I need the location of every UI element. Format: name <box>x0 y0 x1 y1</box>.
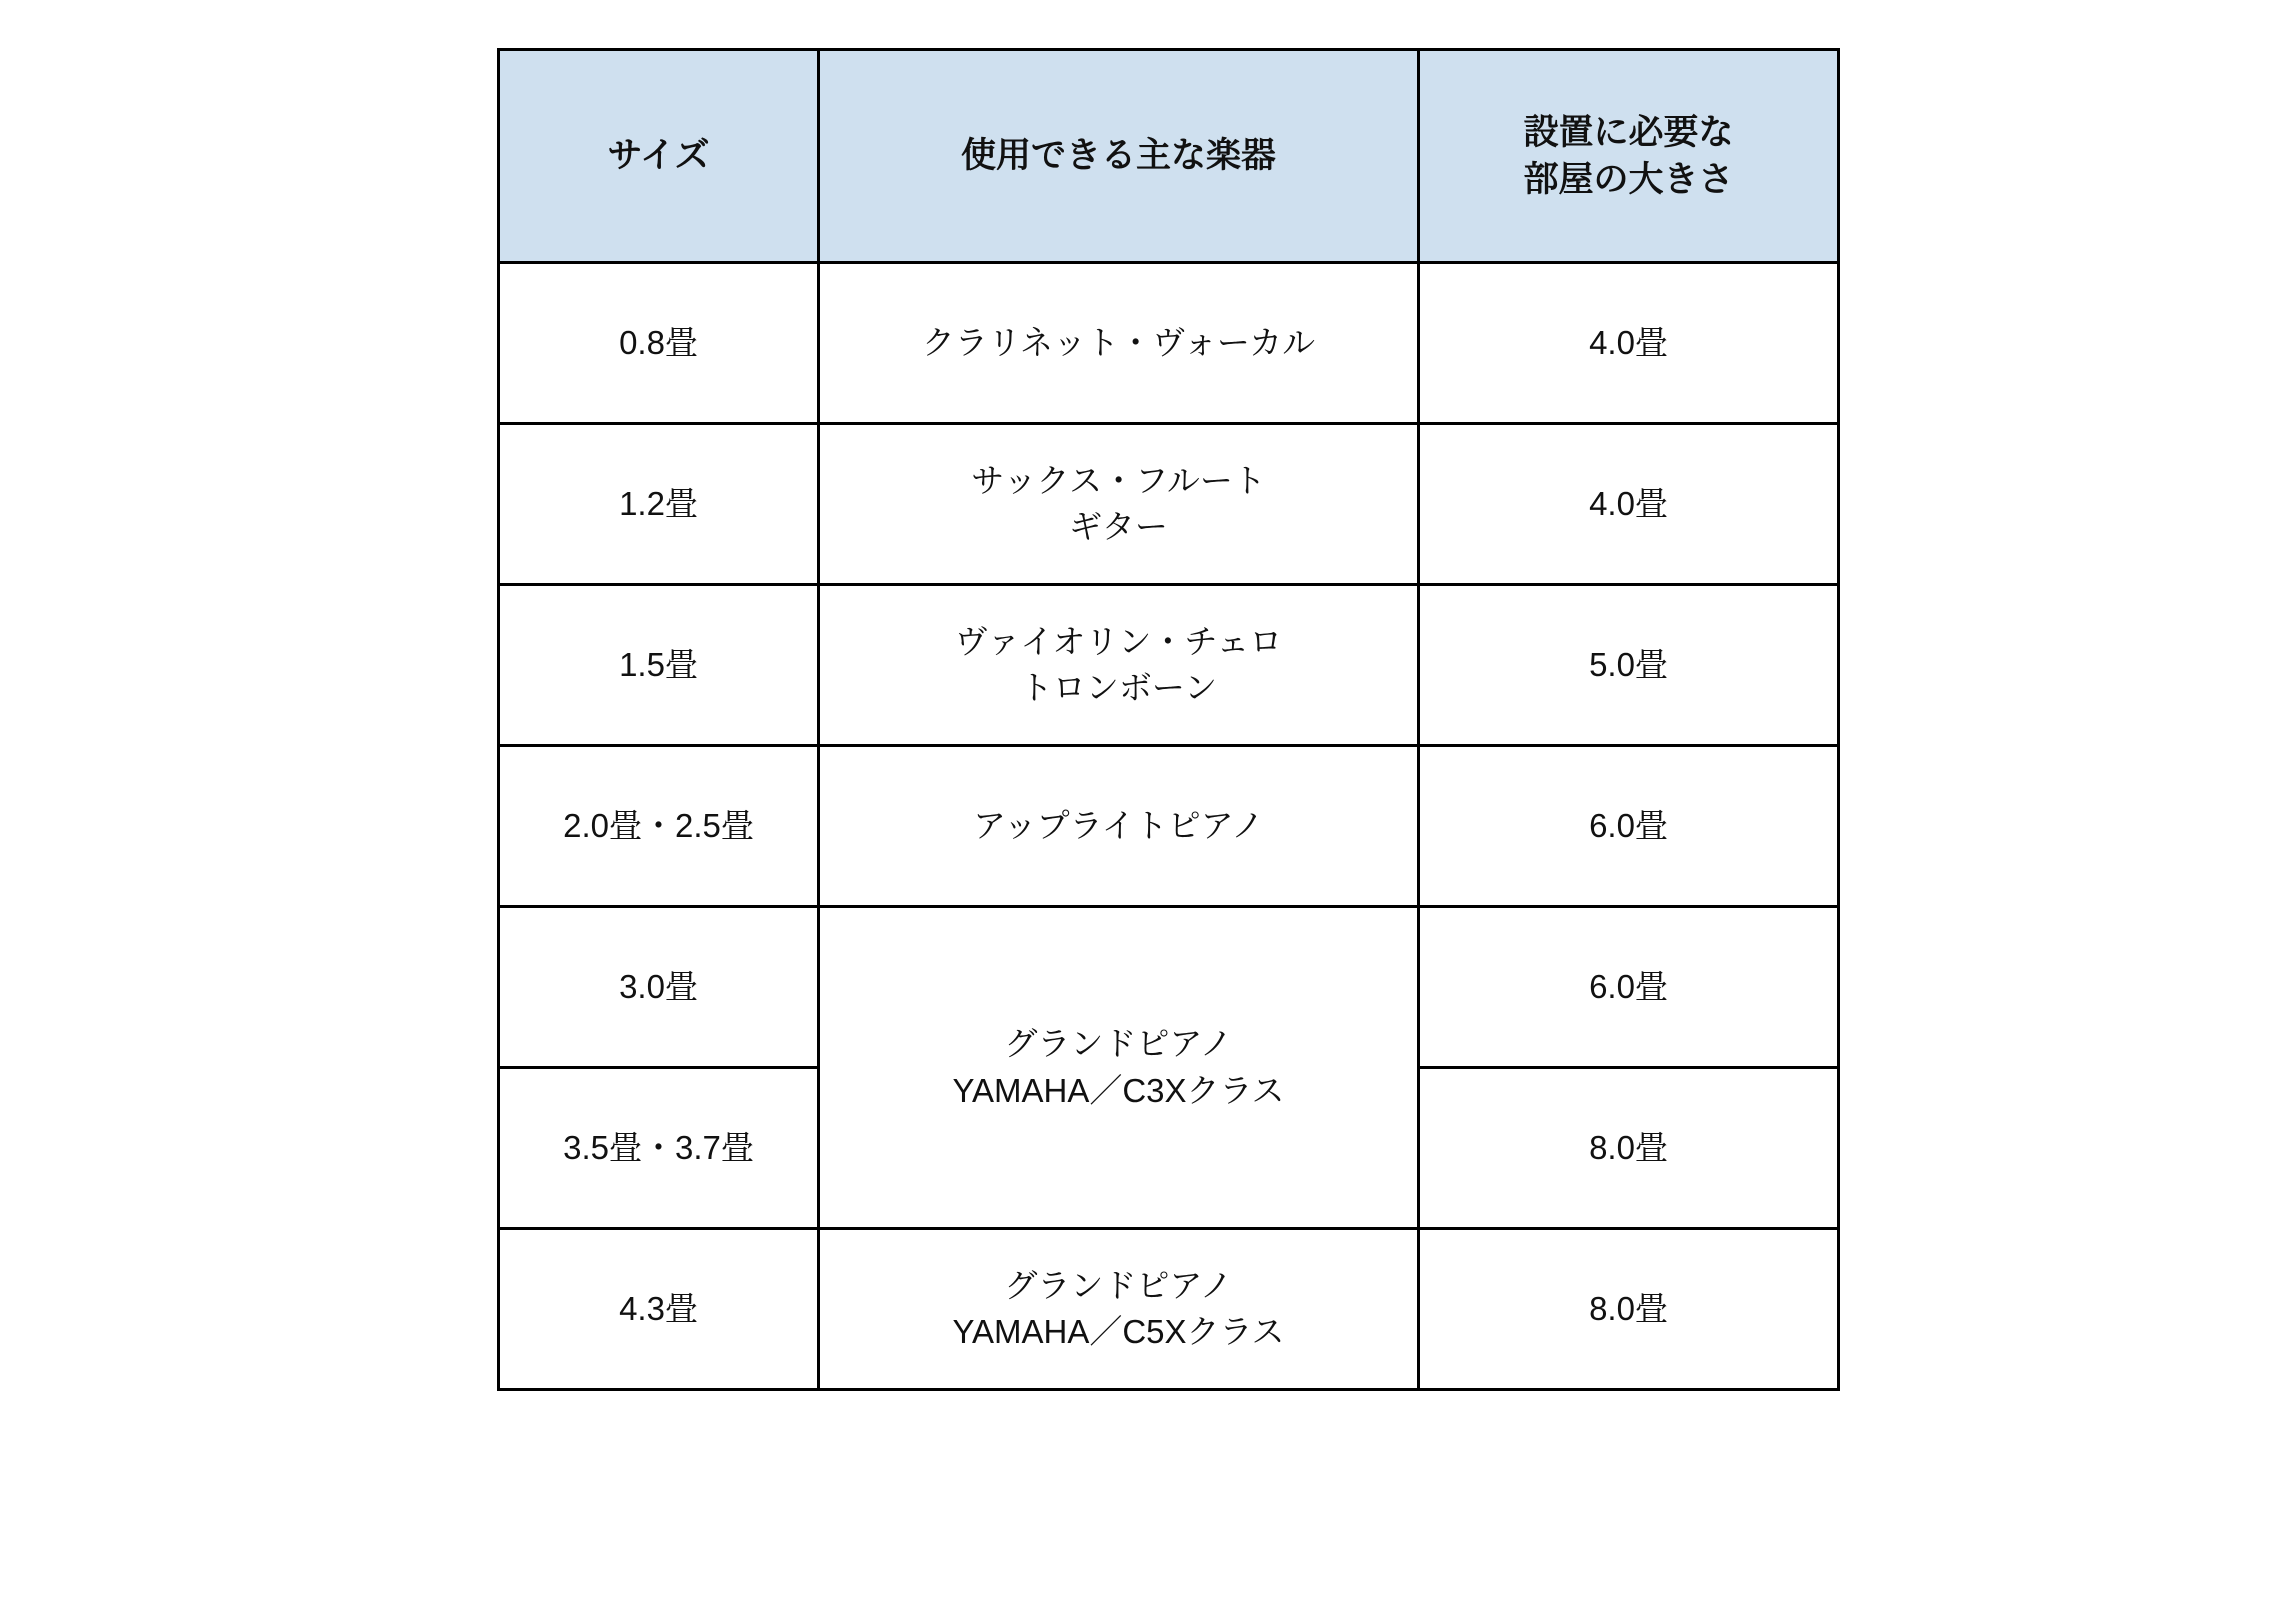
cell-instruments-line2: YAMAHA／C3Xクラス <box>952 1071 1285 1109</box>
cell-size: 1.2畳 <box>499 424 819 585</box>
table-row <box>499 1229 1839 1390</box>
cell-instruments-line2: トロンボーン <box>1019 669 1218 706</box>
soundproof-room-spec-table <box>497 48 1840 1391</box>
column-header-room-size <box>1419 50 1839 263</box>
table-header <box>499 50 1839 263</box>
cell-room-size: 4.0畳 <box>1419 424 1839 585</box>
cell-size: 4.3畳 <box>499 1229 819 1390</box>
cell-size: 1.5畳 <box>499 585 819 746</box>
cell-size: 2.0畳・2.5畳 <box>499 746 819 907</box>
table-row <box>499 424 1839 585</box>
table-row <box>499 907 1839 1068</box>
cell-size: 0.8畳 <box>499 263 819 424</box>
table-header-row <box>499 50 1839 263</box>
cell-room-size: 6.0畳 <box>1419 907 1839 1068</box>
cell-instruments-merged <box>819 907 1419 1229</box>
cell-room-size: 6.0畳 <box>1419 746 1839 907</box>
cell-size: 3.0畳 <box>499 907 819 1068</box>
cell-instruments <box>819 746 1419 907</box>
cell-instruments <box>819 585 1419 746</box>
column-header-instruments-line1: 使用できる主な楽器 <box>960 136 1276 176</box>
cell-size: 3.5畳・3.7畳 <box>499 1068 819 1229</box>
column-header-room-size-line2: 部屋の大きさ <box>1523 160 1734 199</box>
spec-table-container <box>497 48 1837 1391</box>
cell-instruments-line2: ギター <box>1069 508 1168 545</box>
cell-instruments <box>819 424 1419 585</box>
cell-room-size: 5.0畳 <box>1419 585 1839 746</box>
cell-instruments-line1: ヴァイオリン・チェロ <box>954 622 1283 660</box>
cell-instruments-line2: YAMAHA／C5Xクラス <box>952 1313 1285 1350</box>
cell-instruments-line1: アップライトピアノ <box>972 806 1265 844</box>
table-row <box>499 263 1839 424</box>
cell-instruments-line1: サックス・フルート <box>971 461 1266 499</box>
column-header-size-line1: サイズ <box>607 136 710 176</box>
cell-room-size: 8.0畳 <box>1419 1229 1839 1390</box>
cell-instruments-line1: グランドピアノ <box>1004 1266 1233 1304</box>
column-header-size <box>499 50 819 263</box>
column-header-room-size-line1: 設置に必要な <box>1523 112 1734 152</box>
table-row <box>499 585 1839 746</box>
cell-instruments-line1: グランドピアノ <box>1004 1025 1233 1063</box>
column-header-instruments <box>819 50 1419 263</box>
cell-room-size: 8.0畳 <box>1419 1068 1839 1229</box>
cell-room-size: 4.0畳 <box>1419 263 1839 424</box>
cell-instruments-line1: クラリネット・ヴォーカル <box>921 323 1316 361</box>
table-body <box>499 263 1839 1390</box>
cell-instruments <box>819 263 1419 424</box>
cell-instruments <box>819 1229 1419 1390</box>
table-row <box>499 746 1839 907</box>
